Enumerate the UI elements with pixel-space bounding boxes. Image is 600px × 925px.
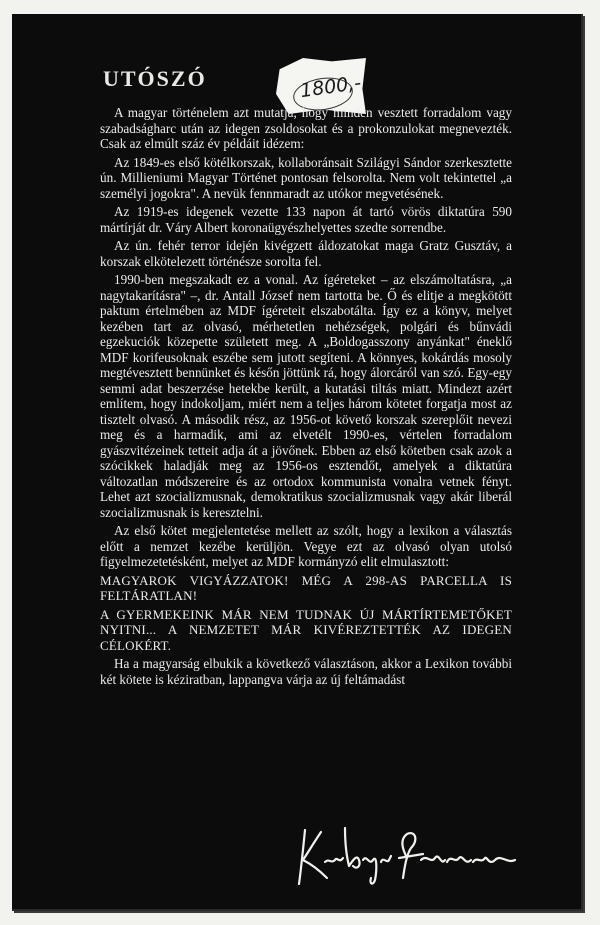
price-label: 1800,- xyxy=(298,71,363,103)
paragraph-white-terror: Az ún. fehér terror idején kivégzett áldozatokat maga Gratz Gusztáv, a korszak elkötelezett történésze sorolta fel. xyxy=(100,238,512,269)
warning-text-1: MAGYAROK VIGYÁZZATOK! MÉG A 298-AS PARCELLA IS FELTÁRATLAN! xyxy=(100,572,512,603)
paragraph-first-volume: Az első kötet megjelentetése mellett az szólt, hogy a lexikon a választás előtt a nemzet kezébe kerüljön. Vegye ezt az olvasó olyan utolsó figyelmezetetésként, melyet az MDF kormányzó elit elmulasztott: xyxy=(100,523,512,569)
warning-text-2: A GYERMEKEINK MÁR NEM TUDNAK ÚJ MÁRTÍRTEMETŐKET NYITNI... A NEMZETET MÁR KIVÉREZTETTÉK AZ IDEGEN CÉLOKÉRT. xyxy=(100,606,512,653)
paragraph-1849: Az 1849-es első kötélkorszak, kollaboránsait Szilágyi Sándor szerkesztette ún. Millieniumi Magyar Történet pontosan felsorolta. Nem volt tekintettel „a személyi jogokra". A nevük fennmaradt az utókor megvetésének. xyxy=(100,154,512,201)
afterword-text xyxy=(100,105,512,690)
paragraph-intro: A magyar történelem azt mutatja, hogy minden vesztett forradalom vagy szabadságharc után az idegen zsoldosokat és a prokonzulokat megnevezték. Csak az elmúlt száz év példáit idézem: xyxy=(100,105,512,151)
author-signature xyxy=(295,820,520,890)
paragraph-closing: Ha a magyarság elbukik a következő választáson, akkor a Lexikon további két kötete is kéziratban, lappangva várja az új feltámadást xyxy=(100,656,512,687)
paragraph-1919: Az 1919-es idegenek vezette 133 napon át tartó vörös diktatúra 590 mártírját dr. Váry Albert koronaügyészhelyettes szedte sorrendbe. xyxy=(100,204,512,235)
page-title: UTÓSZÓ xyxy=(103,66,207,91)
paragraph-1990: 1990-ben megszakadt ez a vonal. Az ígéreteket – az elszámoltatásra, „a nagytakarításra" –, dr. Antall József nem tartotta be. Ő és elitje a megkötött paktum értelmében az MDF ígéreteit elszabotálta. Így ez a könyv, melyet kezében tart az olvasó, mérhetetlen nehézségek, polgári és bűnvádi egzekuciók közepette született meg. A „Boldogasszony anyánkat" éneklő MDF korifeusoknak eszébe sem jutott segíteni. A könnyes, kokárdás mosoly megtévesztett bennünket és későn jöttünk rá, hogy álorcáról van szó. Egy-egy semmi adat beszerzése hetekbe került, a kutatási tiltás miatt. Mindezt azért említem, hogy indokoljam, miért nem a teljes három kötetet forgatja most az tisztelt olvasó. A második rész, az 1956-ot követő korszak szereplőit nevezi meg és a harmadik, ami az elvetélt 1990-es, vértelen forradalom gyászvitézeinek tetteit adja át a jövőnek. Ebben az első kötetben csak azok a szócikkek haladják meg az 1956-os esztendőt, amelyek a diktatúra változatlan módszereire és az ortodox kommunista vonalra vetnek fényt. Lehet azt szocializmusnak, demokratikus szocializmusnak vagy akár liberál szocializmusnak is keresztelni. xyxy=(100,272,512,520)
